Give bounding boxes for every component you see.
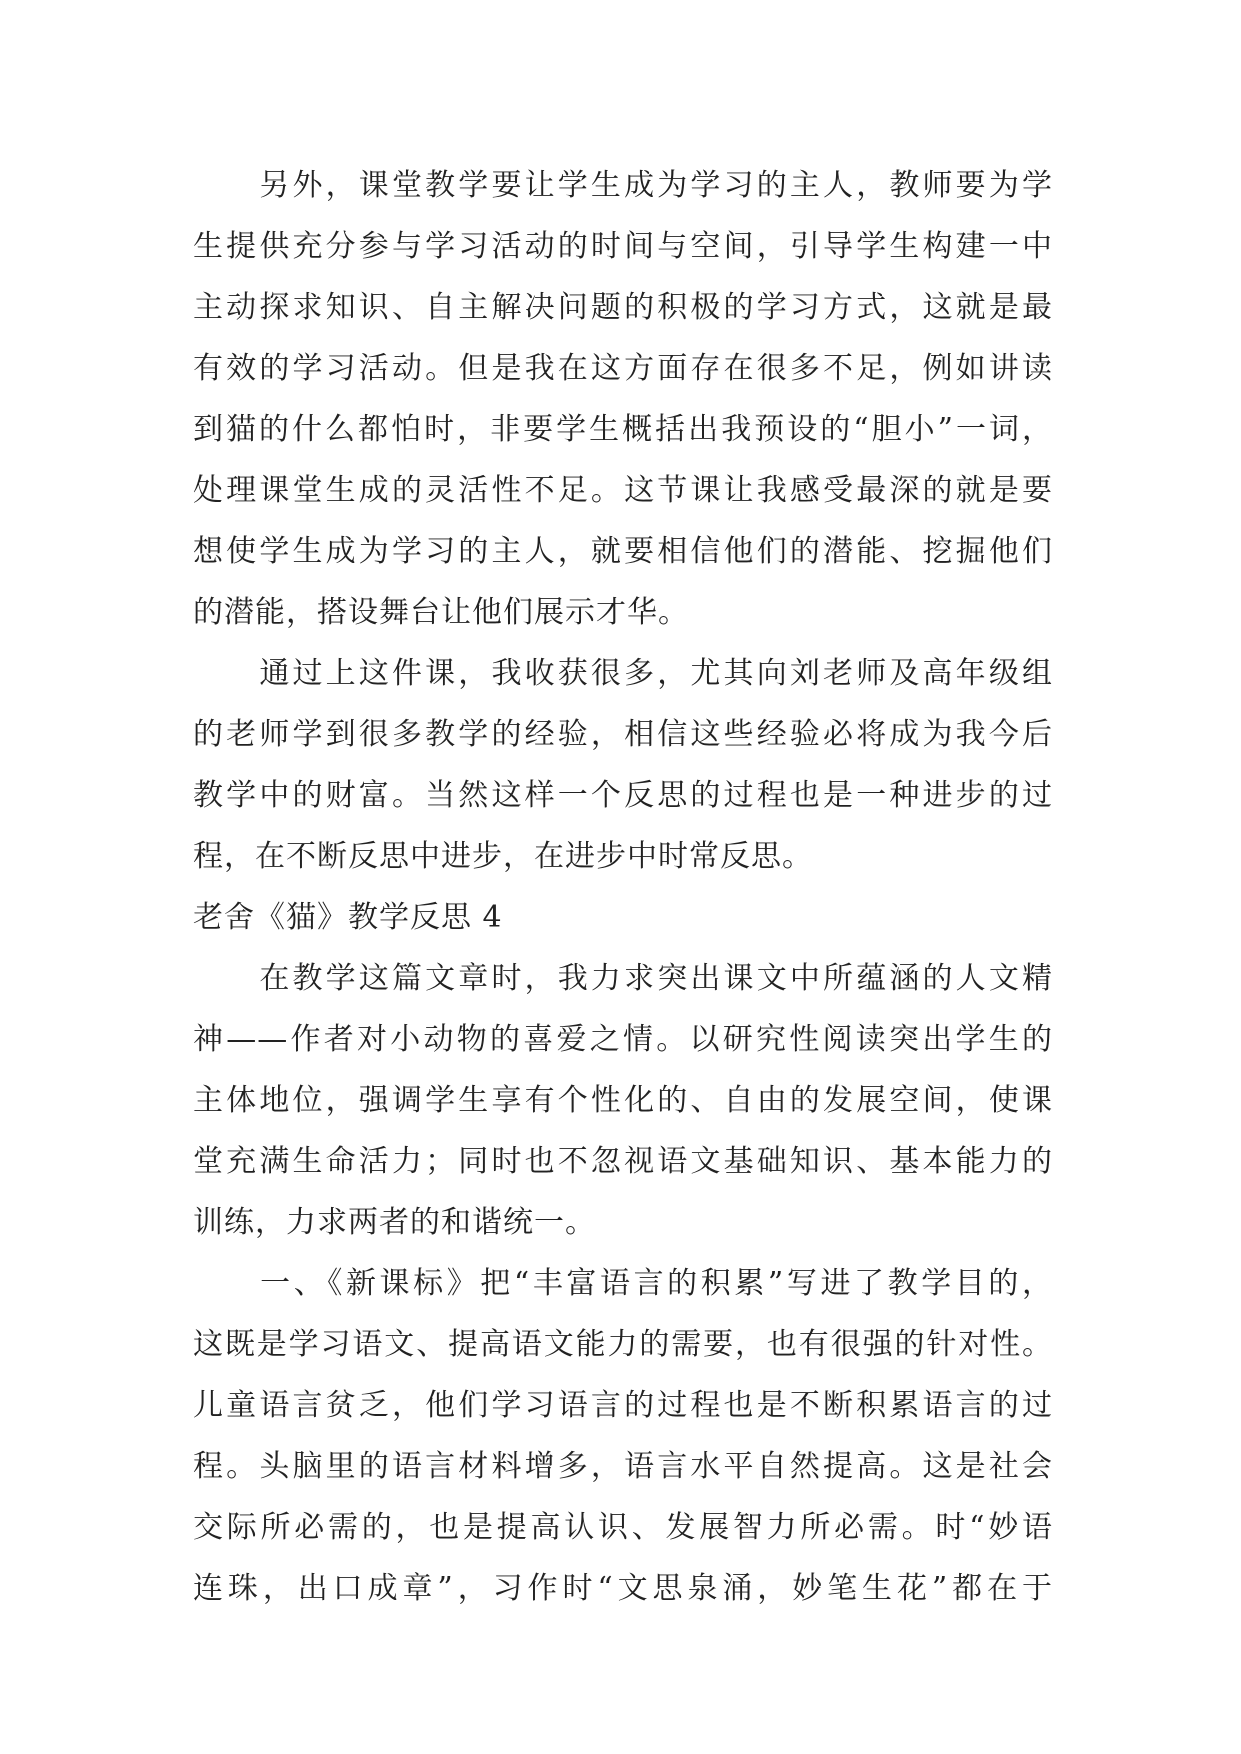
paragraph-1 <box>193 155 1053 643</box>
text-line: 儿童语言贫乏，他们学习语言的过程也是不断积累语言的过 <box>193 1388 1053 1423</box>
text-line: 通过上这件课，我收获很多，尤其向刘老师及高年级组 <box>193 656 1053 691</box>
text-line: 这既是学习语文、提高语文能力的需要，也有很强的针对性。 <box>193 1327 1053 1362</box>
text-line: 主体地位，强调学生享有个性化的、自由的发展空间，使课 <box>193 1083 1053 1118</box>
paragraph-4 <box>193 1253 1053 1619</box>
text-line: 主动探求知识、自主解决问题的积极的学习方式，这就是最 <box>193 290 1053 325</box>
text-line: 堂充满生命活力；同时也不忽视语文基础知识、基本能力的 <box>193 1144 1053 1179</box>
text-line: 连珠，出口成章”，习作时“文思泉涌，妙笔生花”都在于 <box>193 1571 1053 1606</box>
text-line: 处理课堂生成的灵活性不足。这节课让我感受最深的就是要 <box>193 473 1053 508</box>
text-line: 的潜能，搭设舞台让他们展示才华。 <box>193 595 689 630</box>
text-line: 的老师学到很多教学的经验，相信这些经验必将成为我今后 <box>193 717 1053 752</box>
text-line: 程，在不断反思中进步，在进步中时常反思。 <box>193 839 813 874</box>
text-line: 到猫的什么都怕时，非要学生概括出我预设的“胆小”一词， <box>193 412 1053 447</box>
text-line: 想使学生成为学习的主人，就要相信他们的潜能、挖掘他们 <box>193 534 1053 569</box>
text-line: 生提供充分参与学习活动的时间与空间，引导学生构建一中 <box>193 229 1053 264</box>
text-line: 在教学这篇文章时，我力求突出课文中所蕴涵的人文精 <box>193 961 1053 996</box>
section-heading: 老舍《猫》教学反思 4 <box>193 900 503 935</box>
text-line: 训练，力求两者的和谐统一。 <box>193 1205 596 1240</box>
text-line: 神——作者对小动物的喜爱之情。以研究性阅读突出学生的 <box>193 1022 1053 1057</box>
paragraph-3 <box>193 948 1053 1253</box>
text-line: 程。头脑里的语言材料增多，语言水平自然提高。这是社会 <box>193 1449 1053 1484</box>
text-line: 一、《新课标》把“丰富语言的积累”写进了教学目的， <box>193 1266 1053 1301</box>
paragraph-2 <box>193 643 1053 887</box>
document-body <box>193 155 1053 1619</box>
text-line: 教学中的财富。当然这样一个反思的过程也是一种进步的过 <box>193 778 1053 813</box>
text-line: 另外，课堂教学要让学生成为学习的主人，教师要为学 <box>193 168 1053 203</box>
text-line: 交际所必需的，也是提高认识、发展智力所必需。时“妙语 <box>193 1510 1053 1545</box>
text-line: 有效的学习活动。但是我在这方面存在很多不足，例如讲读 <box>193 351 1053 386</box>
